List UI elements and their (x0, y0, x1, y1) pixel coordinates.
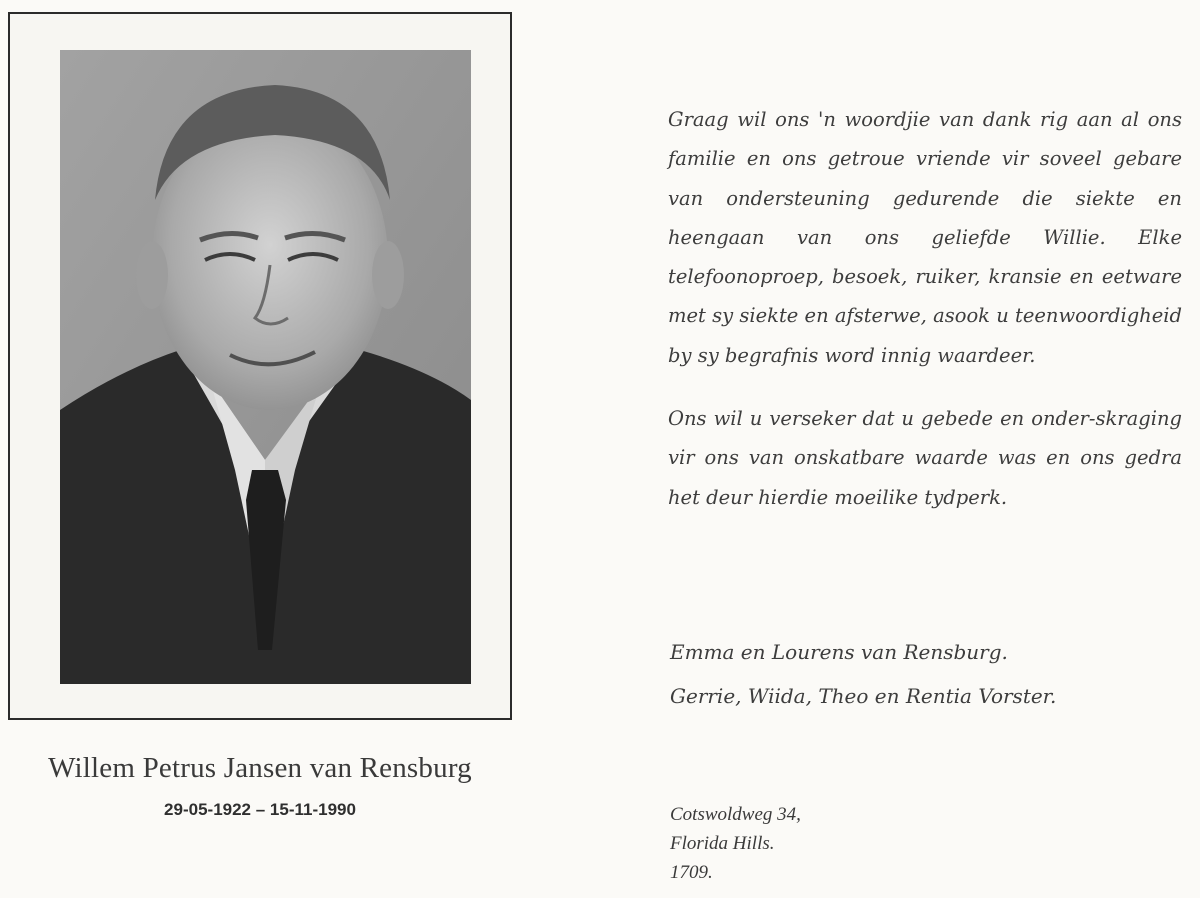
photo-frame (8, 12, 512, 720)
thank-you-message (668, 100, 1182, 517)
signature-line-1: Emma en Lourens van Rensburg. (670, 640, 1008, 664)
signature-line-2: Gerrie, Wiida, Theo en Rentia Vorster. (670, 684, 1057, 708)
address-line-3: 1709. (670, 862, 713, 883)
address-line-2: Florida Hills. (670, 833, 775, 854)
portrait-icon (60, 50, 471, 684)
portrait-photo (60, 50, 471, 684)
life-dates: 29-05-1922 – 15-11-1990 (164, 800, 356, 819)
address-block (670, 800, 970, 887)
message-paragraph-1: Graag wil ons 'n woordjie van dank rig aan al ons familie en ons getroue vriende vir soveel gebare van ondersteuning gedurende die siekte en heengaan van ons geliefde Willie. Elke telefoonoproep, besoek, ruiker, kransie en eetware met sy siekte en afsterwe, asook u teenwoordigheid by sy begrafnis word innig waardeer. (668, 108, 1182, 367)
address-line-1: Cotswoldweg 34, (670, 804, 801, 825)
message-paragraph-2: Ons wil u verseker dat u gebede en onder-skraging vir ons van onskatbare waarde was en ons gedra het deur hierdie moeilike tydperk. (668, 407, 1182, 509)
signatures (670, 630, 1170, 718)
deceased-name: Willem Petrus Jansen van Rensburg (48, 752, 472, 784)
